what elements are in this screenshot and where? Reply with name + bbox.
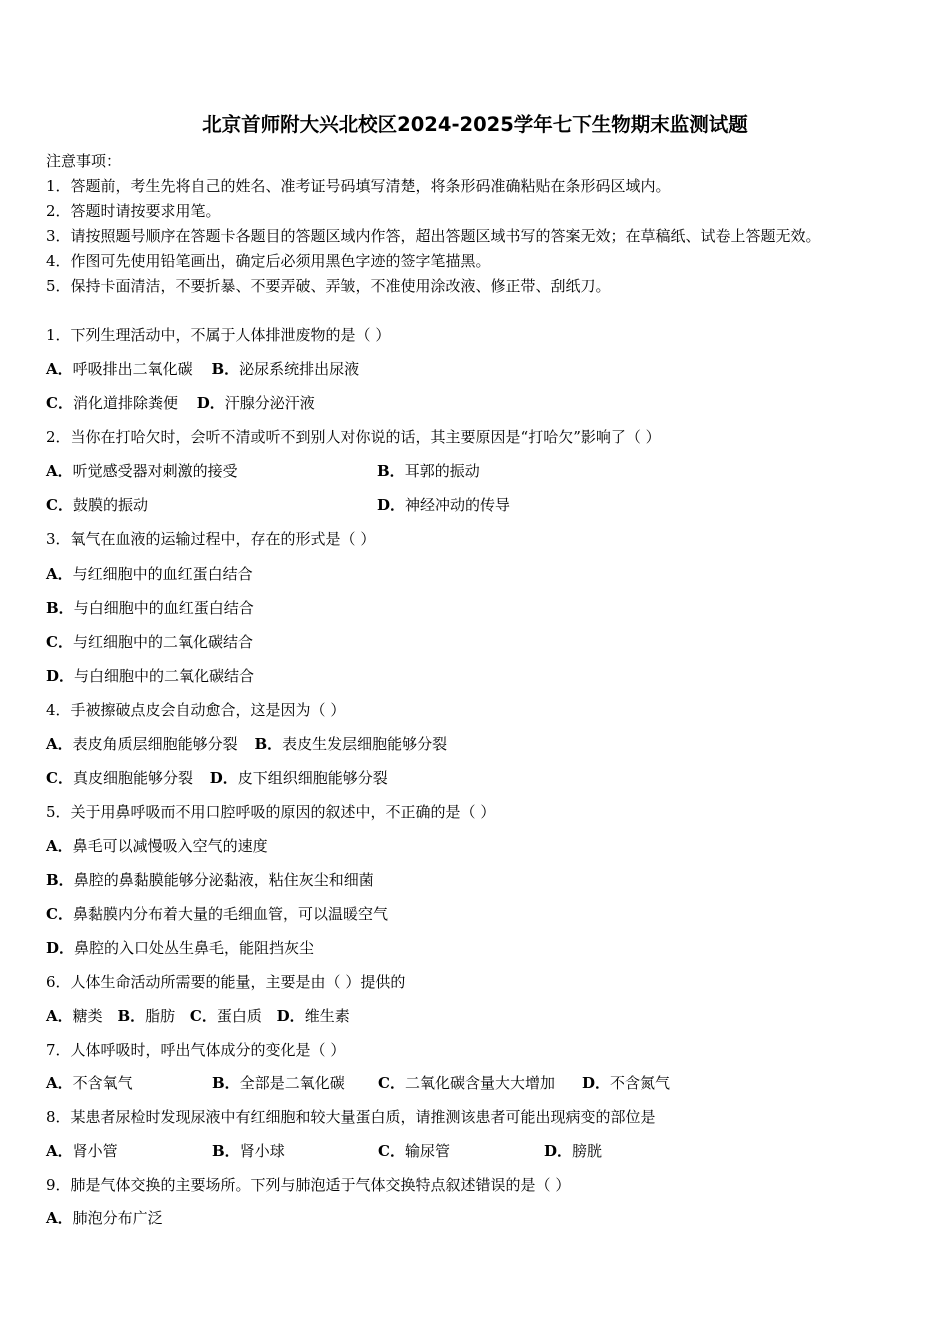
notice-item: 1．答题前，考生先将自己的姓名、准考证号码填写清楚，将条形码准确粘贴在条形码区域内。 [46,177,671,195]
option-label: D． [46,939,75,957]
option-label: D． [544,1142,573,1160]
option-text: 鼻腔的鼻黏膜能够分泌黏液，粘住灰尘和细菌 [73,871,374,889]
option [197,392,315,414]
option-label: B． [211,360,240,378]
option-label: C． [378,1142,405,1160]
option-label: A． [46,837,73,855]
option-label: C． [46,496,73,514]
option [277,1005,350,1027]
option-label: C． [189,1007,217,1025]
option [46,358,193,380]
option-text: 鼻腔的入口处丛生鼻毛，能阻挡灰尘 [74,939,315,957]
option-text: 糖类 [72,1007,103,1025]
option-label: A． [46,360,73,378]
option-text: 消化道排除粪便 [72,394,178,412]
option [46,1072,212,1094]
option-text: 表皮生发层细胞能够分裂 [282,735,448,753]
option-label: D． [46,667,75,685]
option-row [46,767,388,789]
option-text: 鼻毛可以减慢吸入空气的速度 [72,837,268,855]
option [46,1140,212,1162]
option [211,358,359,380]
option-text: 肾小管 [72,1142,118,1160]
question-stem: 3．氧气在血液的运输过程中，存在的形式是（ ） [46,530,376,548]
question-stem: 7．人体呼吸时，呼出气体成分的变化是（ ） [46,1041,346,1059]
option-label: A． [46,1209,73,1227]
option-text: 不含氧气 [72,1074,133,1092]
notice-item: 5．保持卡面清洁，不要折暴、不要弄破、弄皱，不准使用涂改液、修正带、刮纸刀。 [46,277,611,295]
option [378,1072,582,1094]
option-text: 耳郭的振动 [404,462,480,480]
option-text: 鼻黏膜内分布着大量的毛细血管，可以温暖空气 [72,905,388,923]
option [117,1005,175,1027]
option-text: 呼吸排出二氧化碳 [72,360,193,378]
option [212,1072,378,1094]
option [582,1072,670,1094]
option-label: B． [46,599,74,617]
option [190,1005,262,1027]
option-label: B． [212,1074,240,1092]
option-text: 真皮细胞能够分裂 [72,769,193,787]
option-label: A． [46,462,73,480]
option-label: C． [46,769,73,787]
option [254,733,447,755]
option [377,494,510,516]
option-text: 脂肪 [145,1007,176,1025]
option-text: 肺泡分布广泛 [72,1209,163,1227]
option-label: A． [46,565,73,583]
option [46,1207,163,1229]
option-row [46,1072,670,1094]
option-label: A． [46,1142,73,1160]
option-row [46,358,359,380]
option-label: A． [46,1007,73,1025]
option-text: 维生素 [304,1007,350,1025]
option-label: C． [46,905,73,923]
option-text: 汗腺分泌汗液 [224,394,315,412]
option [46,494,377,516]
option [378,1140,544,1162]
option [46,767,193,789]
option [46,835,268,857]
question-stem: 5．关于用鼻呼吸而不用口腔呼吸的原因的叙述中，不正确的是（ ） [46,803,496,821]
option-text: 与红细胞中的二氧化碳结合 [72,633,253,651]
option-label: C． [46,633,73,651]
option-text: 与白细胞中的二氧化碳结合 [74,667,255,685]
option [46,597,254,619]
option-row [46,733,447,755]
option-label: D． [582,1074,611,1092]
option [46,392,178,414]
question-stem: 4．手被擦破点皮会自动愈合，这是因为（ ） [46,701,346,719]
option-text: 肾小球 [239,1142,285,1160]
option-label: D． [377,496,406,514]
option-label: D． [276,1007,305,1025]
notice-item: 2．答题时请按要求用笔。 [46,202,221,220]
option-text: 与红细胞中的血红蛋白结合 [72,565,253,583]
question-stem: 2．当你在打哈欠时，会听不清或听不到别人对你说的话，其主要原因是“打哈欠”影响了（ ） [46,428,661,446]
option [46,665,254,687]
option-row [46,494,510,516]
option-text: 鼓膜的振动 [72,496,148,514]
option [544,1140,602,1162]
notice-heading: 注意事项： [46,152,122,170]
option [212,1140,378,1162]
option-label: A． [46,735,73,753]
option-text: 表皮角质层细胞能够分裂 [72,735,238,753]
option-label: C． [378,1074,405,1092]
option [46,869,374,891]
option-label: B． [46,871,74,889]
option-text: 不含氮气 [610,1074,671,1092]
option-text: 皮下组织细胞能够分裂 [237,769,388,787]
option [46,733,238,755]
option-text: 二氧化碳含量大大增加 [404,1074,555,1092]
option-label: B． [117,1007,146,1025]
option-text: 输尿管 [404,1142,450,1160]
option [46,563,253,585]
option-row [46,392,315,414]
option-label: B． [377,462,405,480]
option-row [46,1005,350,1027]
option [46,631,253,653]
option [46,937,314,959]
question-stem: 6．人体生命活动所需要的能量，主要是由（ ）提供的 [46,973,406,991]
option-text: 神经冲动的传导 [405,496,511,514]
option-text: 全部是二氧化碳 [239,1074,345,1092]
option-row [46,460,480,482]
option-label: D． [209,769,238,787]
option [46,460,377,482]
option-text: 与白细胞中的血红蛋白结合 [73,599,254,617]
option-text: 泌尿系统排出尿液 [239,360,360,378]
option-text: 听觉感受器对刺激的接受 [72,462,238,480]
option-label: C． [46,394,73,412]
option [46,903,388,925]
option [46,1005,103,1027]
notice-item: 3．请按照题号顺序在答题卡各题目的答题区域内作答，超出答题区域书写的答案无效；在草稿纸、试卷上答题无效。 [46,227,821,245]
option-label: D． [196,394,225,412]
option-text: 膀胱 [572,1142,603,1160]
option-label: B． [254,735,283,753]
option-label: A． [46,1074,73,1092]
notice-item: 4．作图可先使用铅笔画出，确定后必须用黑色字迹的签字笔描黑。 [46,252,491,270]
question-stem: 8．某患者尿检时发现尿液中有红细胞和较大量蛋白质，请推测该患者可能出现病变的部位是 [46,1108,656,1126]
option-label: B． [212,1142,240,1160]
page-title: 北京首师附大兴北校区2024-2025学年七下生物期末监测试题 [202,113,748,136]
option-row [46,1140,602,1162]
question-stem: 9．肺是气体交换的主要场所。下列与肺泡适于气体交换特点叙述错误的是（ ） [46,1176,571,1194]
option [210,767,388,789]
option-text: 蛋白质 [216,1007,262,1025]
option [377,460,480,482]
question-stem: 1．下列生理活动中，不属于人体排泄废物的是（ ） [46,326,391,344]
